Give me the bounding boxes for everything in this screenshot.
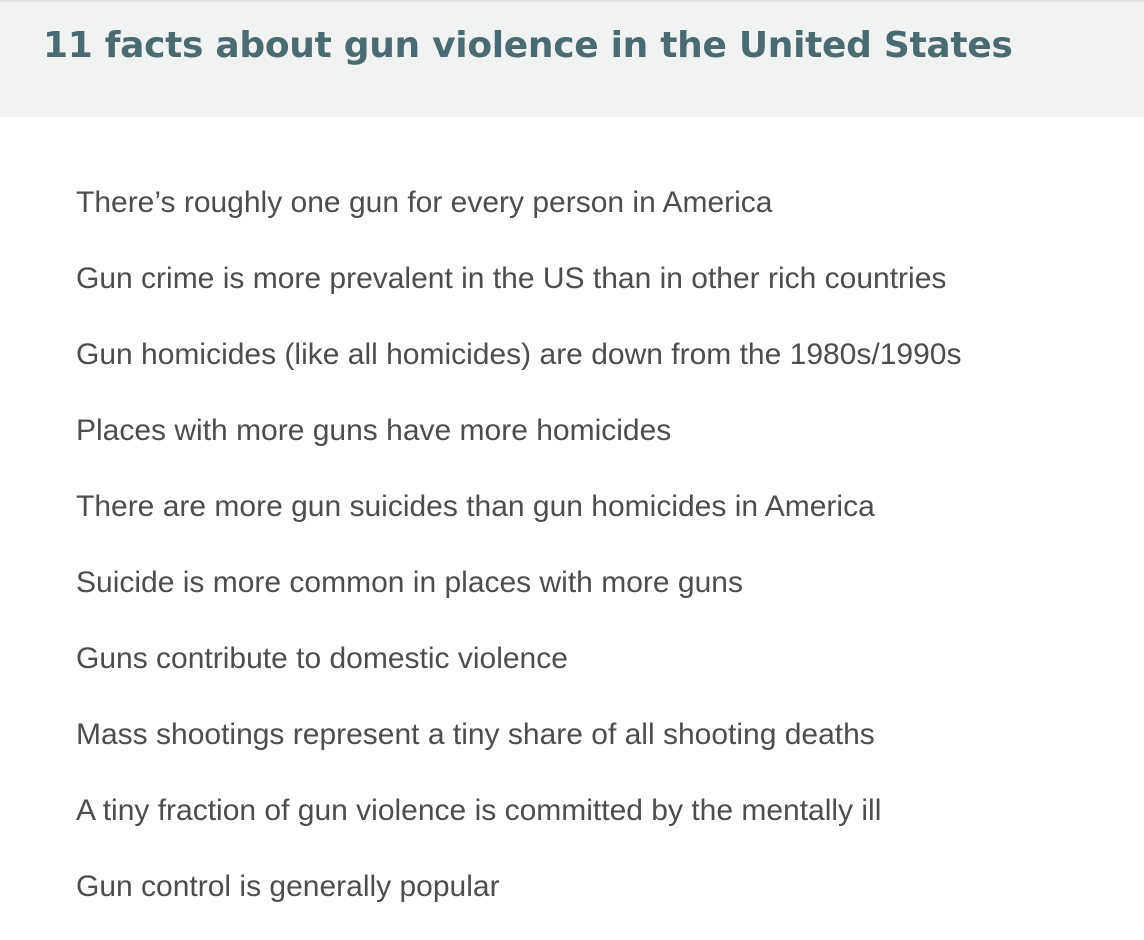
fact-link[interactable]: There’s roughly one gun for every person in America: [76, 186, 773, 219]
page-title: 11 facts about gun violence in the United States: [43, 25, 1013, 66]
fact-item[interactable]: [76, 256, 961, 332]
fact-item[interactable]: [76, 180, 961, 256]
fact-item[interactable]: [76, 788, 961, 864]
fact-item[interactable]: [76, 332, 961, 408]
fact-link[interactable]: Guns contribute to domestic violence: [76, 642, 568, 675]
fact-link[interactable]: Gun crime is more prevalent in the US than in other rich countries: [76, 262, 947, 295]
fact-item[interactable]: [76, 636, 961, 712]
fact-link[interactable]: Gun homicides (like all homicides) are down from the 1980s/1990s: [76, 338, 962, 371]
fact-item[interactable]: [76, 484, 961, 560]
fact-link[interactable]: Mass shootings represent a tiny share of all shooting deaths: [76, 718, 875, 751]
fact-link[interactable]: Suicide is more common in places with more guns: [76, 566, 743, 599]
facts-list: [76, 180, 961, 940]
title-banner: [0, 0, 1144, 117]
fact-item[interactable]: [76, 560, 961, 636]
fact-item[interactable]: [76, 712, 961, 788]
fact-link[interactable]: A tiny fraction of gun violence is committed by the mentally ill: [76, 794, 882, 827]
fact-link[interactable]: Gun control is generally popular: [76, 870, 500, 903]
fact-item[interactable]: [76, 408, 961, 484]
fact-link[interactable]: There are more gun suicides than gun homicides in America: [76, 490, 875, 523]
fact-item[interactable]: [76, 864, 961, 940]
fact-link[interactable]: Places with more guns have more homicides: [76, 414, 672, 447]
